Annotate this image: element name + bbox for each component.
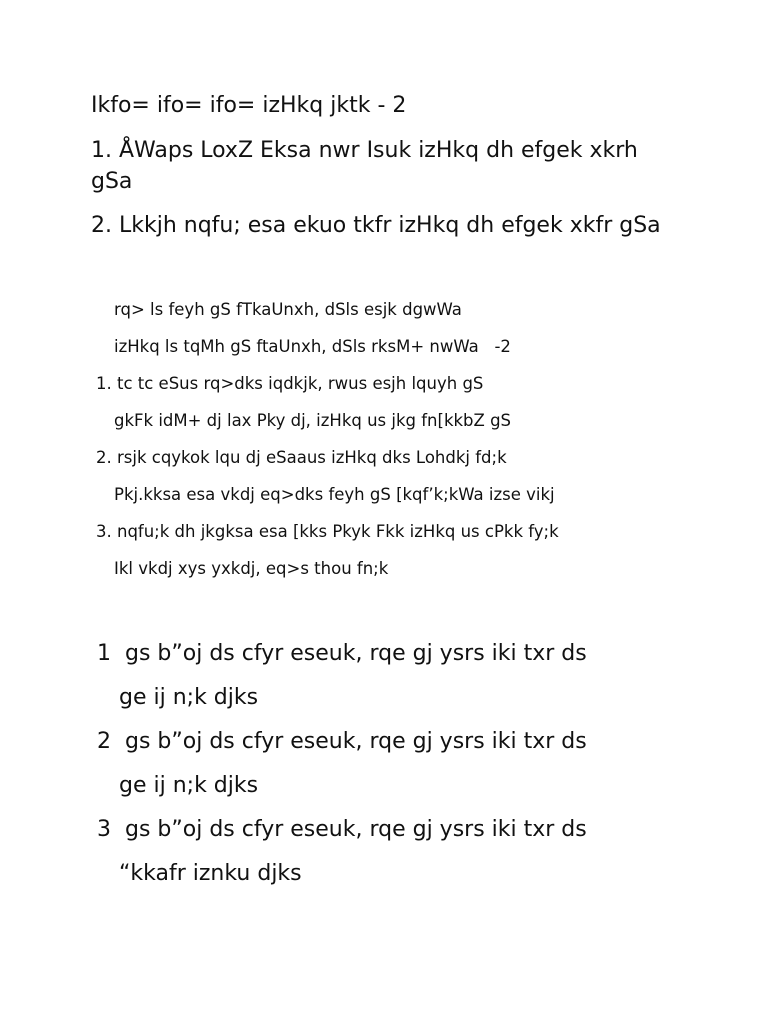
song-title: Ikfo= ifo= ifo= izHkq jktk - 2 <box>91 93 407 118</box>
refrain-line: ge ij n;k djks <box>119 685 259 710</box>
refrain-line: 2 gs b”oj ds cfyr eseuk, rqe gj ysrs iki txr ds <box>97 729 587 754</box>
verse-line: gkFk idM+ dj lax Pky dj, izHkq us jkg fn[kkbZ gS <box>114 411 512 430</box>
intro-point-1-line-1: 1. ÅWaps LoxZ Eksa nwr Isuk izHkq dh efgek xkrh <box>91 138 638 163</box>
refrain-line: “kkafr iznku djks <box>119 861 302 886</box>
verse-line: Pkj.kksa esa vkdj eq>dks feyh gS [kqf’k;kWa izse vikj <box>114 485 555 504</box>
refrain-line: ge ij n;k djks <box>119 773 259 798</box>
intro-point-1-line-2: gSa <box>91 169 133 194</box>
verse-line: 2. rsjk cqykok lqu dj eSaaus izHkq dks Lohdkj fd;k <box>96 448 507 467</box>
verse-line: 3. nqfu;k dh jkgksa esa [kks Pkyk Fkk izHkq us cPkk fy;k <box>96 522 559 541</box>
verse-line: rq> ls feyh gS fTkaUnxh, dSls esjk dgwWa <box>114 300 462 319</box>
refrain-line: 3 gs b”oj ds cfyr eseuk, rqe gj ysrs iki txr ds <box>97 817 587 842</box>
intro-point-2: 2. Lkkjh nqfu; esa ekuo tkfr izHkq dh efgek xkfr gSa <box>91 213 661 238</box>
verse-line: Ikl vkdj xys yxkdj, eq>s thou fn;k <box>114 559 389 578</box>
refrain-line: 1 gs b”oj ds cfyr eseuk, rqe gj ysrs iki txr ds <box>97 641 587 666</box>
verse-line: izHkq ls tqMh gS ftaUnxh, dSls rksM+ nwWa -2 <box>114 337 511 356</box>
verse-line: 1. tc tc eSus rq>dks iqdkjk, rwus esjh lquyh gS <box>96 374 484 393</box>
